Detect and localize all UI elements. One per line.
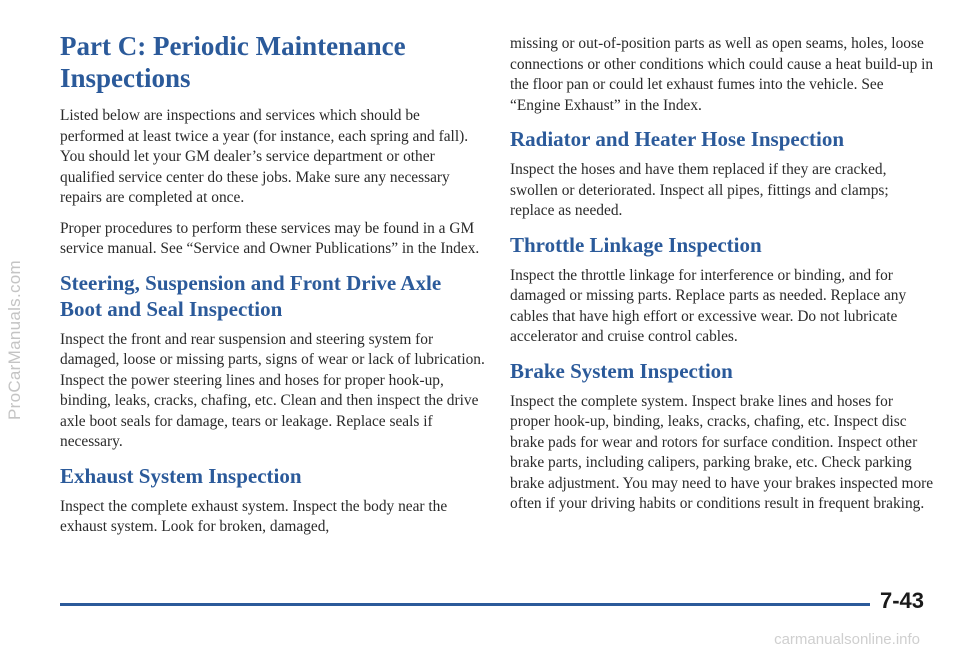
right-column bbox=[510, 34, 935, 525]
throttle-paragraph: Inspect the throttle linkage for interference or binding, and for damaged or missing parts. Replace parts as needed. Replace any cables that have high effort or excessive wear. Do not lubricate accelerator and cruise control cables. bbox=[510, 266, 907, 345]
throttle-heading: Throttle Linkage Inspection bbox=[510, 232, 762, 257]
steering-heading: Steering, Suspension and Front Drive Axle Boot and Seal Inspection bbox=[60, 270, 442, 321]
radiator-heading: Radiator and Heater Hose Inspection bbox=[510, 127, 845, 151]
side-watermark bbox=[2, 80, 28, 600]
side-watermark-text: ProCarManuals.com bbox=[5, 259, 25, 421]
brake-heading: Brake System Inspection bbox=[510, 358, 733, 383]
bottom-watermark: carmanualsonline.info bbox=[774, 631, 920, 648]
left-column bbox=[60, 30, 485, 548]
exhaust-heading: Exhaust System Inspection bbox=[60, 463, 302, 488]
page-title: Part C: Periodic Maintenance Inspections bbox=[60, 31, 406, 93]
radiator-paragraph: Inspect the hoses and have them replaced if they are cracked, swollen or deteriorated. Inspect all pipes, fittings and clamps; replace as needed. bbox=[510, 161, 889, 219]
footer-rule bbox=[60, 603, 920, 606]
page-number: 7-43 bbox=[870, 588, 924, 614]
exhaust-paragraph: Inspect the complete exhaust system. Inspect the body near the exhaust system. Look for broken, damaged, bbox=[60, 497, 448, 535]
steering-paragraph: Inspect the front and rear suspension and steering system for damaged, loose or missing parts, signs of wear or lack of lubrication. Inspect the power steering lines and hoses for proper hook-up, binding, leaks, cracks, chafing, etc. Clean and then inspect the drive axle boot seals for damage, tears or leakage. Replace seals if necessary. bbox=[60, 330, 485, 450]
brake-paragraph: Inspect the complete system. Inspect brake lines and hoses for proper hook-up, binding, leaks, cracks, chafing, etc. Inspect disc brake pads for wear and rotors for surface condition. Inspect other brake parts, including calipers, parking brake, etc. Check parking brake adjustment. You may need to have your brakes inspected more often if your driving habits or conditions result in frequent braking. bbox=[510, 392, 934, 512]
intro-paragraph-1: Listed below are inspections and services which should be performed at least twice a year (for instance, each spring and fall). You should let your GM dealer’s service department or other qualified service center do these jobs. Make sure any necessary repairs are completed at once. bbox=[60, 107, 469, 206]
exhaust-paragraph-continued: missing or out-of-position parts as well as open seams, holes, loose connections or other conditions which could cause a heat build-up in the floor pan or could let exhaust fumes into the vehicle. See “Engine Exhaust” in the Index. bbox=[510, 35, 934, 114]
intro-paragraph-2: Proper procedures to perform these services may be found in a GM service manual. See “Service and Owner Publications” in the Index. bbox=[60, 219, 480, 257]
